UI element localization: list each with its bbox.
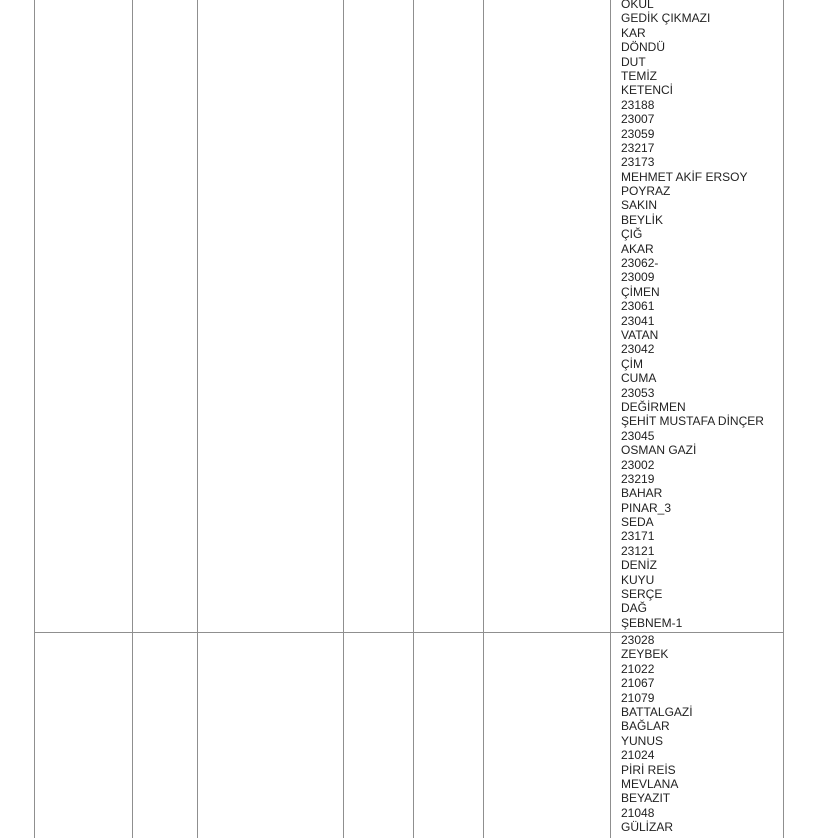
street-list-item: ÇİMEN (621, 284, 660, 299)
street-list-item: GEDİK ÇIKMAZI (621, 11, 711, 26)
street-list-item: 21048 (621, 805, 655, 820)
street-list-item: BATTALGAZİ (621, 704, 693, 719)
column-border (610, 0, 611, 838)
street-list-item: 21079 (621, 690, 655, 705)
street-list-cell (621, 633, 781, 834)
street-list-item: MEHMET AKİF ERSOY (621, 169, 748, 184)
street-list-item: DÖNDÜ (621, 40, 665, 55)
street-list-item: 23028 (621, 633, 655, 647)
street-list-item: BAĞLAR (621, 719, 670, 734)
street-list-item: 23219 (621, 471, 655, 486)
street-list-item: 23173 (621, 155, 655, 170)
street-list-item: PINAR_3 (621, 500, 672, 515)
street-list-item: 23009 (621, 270, 655, 285)
street-list-item: MEVLANA (621, 776, 679, 791)
street-list-item: ÇIĞ (621, 227, 643, 242)
street-list-item: SAKIN (621, 198, 658, 213)
street-list-item: SEDA (621, 515, 654, 530)
street-list-item: KUYU (621, 572, 655, 587)
street-list-item: DEĞİRMEN (621, 399, 686, 414)
street-list-item: KETENCİ (621, 83, 674, 98)
column-border (197, 0, 198, 838)
street-list-item: BEYLİK (621, 212, 664, 227)
column-border (343, 0, 344, 838)
street-list-item: OKUL (621, 0, 654, 11)
column-border (783, 0, 784, 838)
street-list-cell (621, 0, 781, 630)
street-list-item: DENİZ (621, 558, 657, 573)
street-list-item: TEMİZ (621, 68, 657, 83)
street-list-item: POYRAZ (621, 184, 671, 199)
street-list-item: BEYAZIT (621, 791, 671, 806)
street-list-item: 21024 (621, 748, 655, 763)
street-list-item: KAR (621, 25, 646, 40)
street-list-item: SERÇE (621, 587, 663, 602)
street-list-item: BAHAR (621, 486, 663, 501)
street-list-item: GÜLİZAR (621, 820, 674, 835)
street-list-item: 23053 (621, 385, 655, 400)
column-border (132, 0, 133, 838)
street-list-item: 23121 (621, 543, 655, 558)
street-list-item: 23171 (621, 529, 655, 544)
column-border (413, 0, 414, 838)
street-list-item: ŞEHİT MUSTAFA DİNÇER (621, 414, 764, 429)
street-list-item: YUNUS (621, 733, 664, 748)
street-list-item: DUT (621, 54, 646, 69)
street-list-item: 23045 (621, 428, 655, 443)
street-list-item: CUMA (621, 371, 657, 386)
street-list-item: 23002 (621, 457, 655, 472)
street-list-item: ÇİM (621, 356, 643, 371)
street-list-item: 23041 (621, 313, 655, 328)
street-list-item: 23042 (621, 342, 655, 357)
street-list-item: AKAR (621, 241, 654, 256)
street-list-item: DAĞ (621, 601, 648, 616)
street-list-item: 23062- (621, 256, 659, 271)
street-list-item: OSMAN GAZİ (621, 443, 697, 458)
street-list-item: VATAN (621, 327, 659, 342)
street-list-item: ZEYBEK (621, 647, 669, 662)
column-border (34, 0, 35, 838)
street-list-item: 23188 (621, 97, 655, 112)
column-border (483, 0, 484, 838)
street-list-item: 23059 (621, 126, 655, 141)
street-list-item: 21022 (621, 661, 655, 676)
street-list-item: 23061 (621, 299, 655, 314)
street-list-item: 21067 (621, 676, 655, 691)
street-list-item: 23217 (621, 140, 655, 155)
street-list-item: 23007 (621, 112, 655, 127)
street-list-item: ŞEBNEM-1 (621, 615, 683, 630)
street-list-item: PİRİ REİS (621, 762, 676, 777)
